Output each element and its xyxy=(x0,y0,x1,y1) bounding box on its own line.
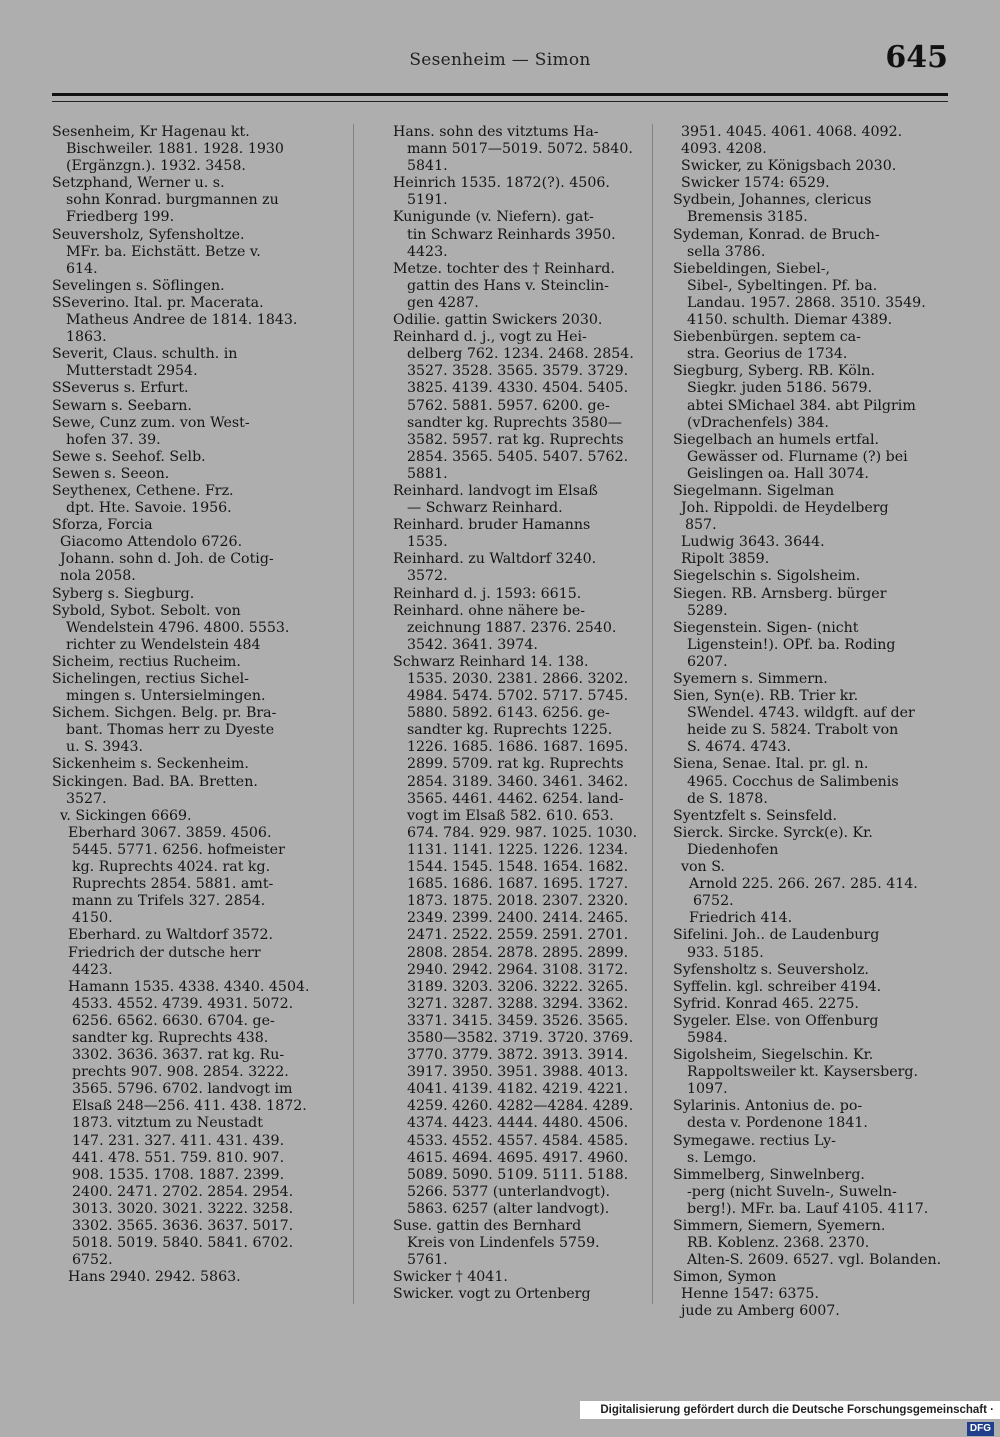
index-entry-line: 2349. 2399. 2400. 2414. 2465. xyxy=(407,910,629,927)
index-entry xyxy=(52,979,332,1270)
index-entry-line: 6752. xyxy=(72,1252,113,1269)
index-entry-line: dpt. Hte. Savoie. 1956. xyxy=(66,500,232,517)
index-entry-line: 3580—3582. 3719. 3720. 3769. xyxy=(407,1029,634,1046)
index-entry-line: Siegburg, Syberg. RB. Köln. xyxy=(673,363,876,380)
index-entry-line: zeichnung 1887. 2376. 2540. xyxy=(407,619,617,636)
index-entry-line: Eberhard. zu Waltdorf 3572. xyxy=(68,927,274,944)
index-entry-line: 5266. 5377 (unterlandvogt). xyxy=(407,1183,611,1200)
index-entry xyxy=(393,483,639,517)
index-entry-line: Diedenhofen xyxy=(687,841,779,858)
index-entry-line: Reinhard. zu Waltdorf 3240. xyxy=(393,551,597,568)
index-entry xyxy=(673,534,948,551)
index-entry-line: Ludwig 3643. 3644. xyxy=(681,534,825,551)
index-entry-line: 1535. xyxy=(407,534,448,551)
page-header-title: Sesenheim — Simon xyxy=(409,50,591,70)
index-entry xyxy=(52,175,332,226)
index-entry-line: Sichem. Sichgen. Belg. pr. Bra- xyxy=(52,705,277,722)
footer-text: Digitalisierung gefördert durch die Deutsche Forschungsgemeinschaft · xyxy=(600,1404,994,1416)
index-entry-line: Odilie. gattin Swickers 2030. xyxy=(393,312,603,329)
index-entry-line: Bremensis 3185. xyxy=(687,209,808,226)
index-entry-line: 933. 5185. xyxy=(687,944,764,961)
index-entry-line: Heinrich 1535. 1872(?). 4506. xyxy=(393,175,610,192)
index-entry-line: 3527. 3528. 3565. 3579. 3729. xyxy=(407,363,629,380)
index-entry xyxy=(673,1133,948,1167)
index-entry-line: 908. 1535. 1708. 1887. 2399. xyxy=(72,1166,285,1183)
index-entry-line: 2400. 2471. 2702. 2854. 2954. xyxy=(72,1183,294,1200)
index-entry-line: Sewarn s. Seebarn. xyxy=(52,397,192,414)
index-column-2 xyxy=(393,124,639,1303)
index-entry xyxy=(673,432,948,483)
index-entry-line: von S. xyxy=(681,859,725,876)
index-entry xyxy=(52,483,332,517)
index-entry-line: SSeverus s. Erfurt. xyxy=(52,380,189,397)
index-entry xyxy=(673,979,948,996)
index-entry xyxy=(52,380,332,397)
index-entry-line: Siegelmann. Sigelman xyxy=(673,482,835,499)
index-entry-line: 4533. 4552. 4739. 4931. 5072. xyxy=(72,995,294,1012)
index-entry-line: 6752. xyxy=(693,893,734,910)
index-entry xyxy=(52,927,332,978)
index-entry-line: Sickingen. Bad. BA. Bretten. xyxy=(52,773,258,790)
footer-credit xyxy=(580,1401,1000,1434)
index-entry-line: 4533. 4552. 4557. 4584. 4585. xyxy=(407,1132,629,1149)
index-entry-line: Siegelschin s. Sigolsheim. xyxy=(673,568,861,585)
index-entry-line: 4374. 4423. 4444. 4480. 4506. xyxy=(407,1115,629,1132)
index-entry xyxy=(673,996,948,1013)
index-entry xyxy=(52,705,332,756)
index-entry-line: Symegawe. rectius Ly- xyxy=(673,1132,836,1149)
index-entry-line: S. 4674. 4743. xyxy=(687,739,791,756)
index-entry xyxy=(673,124,948,158)
index-entry-line: Sichelingen, rectius Sichel- xyxy=(52,671,249,687)
index-entry-line: gattin des Hans v. Steinclin- xyxy=(407,277,609,294)
index-entry-line: Swicker 1574: 6529. xyxy=(681,175,830,192)
index-entry-line: Sickenheim s. Seckenheim. xyxy=(52,756,249,773)
index-entry xyxy=(52,586,332,603)
index-entry-line: Metze. tochter des † Reinhard. xyxy=(393,260,615,277)
index-entry-line: Swicker, zu Königsbach 2030. xyxy=(681,158,897,175)
index-entry xyxy=(673,688,948,756)
index-entry-line: Gewässer od. Flurname (?) bei xyxy=(687,448,908,465)
index-entry-line: Simon, Symon xyxy=(673,1269,777,1286)
index-entry-line: Seythenex, Cethene. Frz. xyxy=(52,482,234,499)
index-entry-line: 441. 478. 551. 759. 810. 907. xyxy=(72,1149,285,1166)
index-entry xyxy=(52,466,332,483)
index-entry-line: 4984. 5474. 5702. 5717. 5745. xyxy=(407,688,629,705)
index-entry-line: 5863. 6257 (alter landvogt). xyxy=(407,1200,610,1217)
index-column-1 xyxy=(52,124,332,1286)
index-entry-line: 5089. 5090. 5109. 5111. 5188. xyxy=(407,1166,629,1183)
index-entry-line: 2854. 3565. 5405. 5407. 5762. xyxy=(407,448,629,465)
index-entry-line: Syemern s. Simmern. xyxy=(673,671,828,687)
index-entry xyxy=(673,1167,948,1218)
index-entry-line: 4965. Cocchus de Salimbenis xyxy=(687,773,899,790)
index-entry-line: Sewen s. Seeon. xyxy=(52,465,170,482)
index-entry-line: 2471. 2522. 2559. 2591. 2701. xyxy=(407,927,629,944)
index-entry xyxy=(52,1269,332,1286)
index-entry-line: sandter kg. Ruprechts 3580— xyxy=(407,414,622,431)
index-entry-line: stra. Georius de 1734. xyxy=(687,346,848,363)
index-entry-line: Landau. 1957. 2868. 3510. 3549. xyxy=(687,294,926,311)
index-entry-line: 1685. 1686. 1687. 1695. 1727. xyxy=(407,876,629,893)
index-entry-line: Siebeldingen, Siebel-, xyxy=(673,260,831,277)
index-entry-line: Rappoltsweiler kt. Kaysersberg. xyxy=(687,1064,918,1081)
index-entry-line: Reinhard d. j., vogt zu Hei- xyxy=(393,329,587,346)
index-entry-line: Kreis von Lindenfels 5759. xyxy=(407,1235,600,1252)
index-entry xyxy=(52,654,332,671)
dfg-logo: DFG xyxy=(967,1422,994,1436)
index-entry-line: vogt im Elsaß 582. 610. 653. xyxy=(407,807,614,824)
index-entry-line: de S. 1878. xyxy=(687,790,768,807)
index-entry-line: 3825. 4139. 4330. 4504. 5405. xyxy=(407,380,629,397)
index-entry-line: Siegen. RB. Arnsberg. bürger xyxy=(673,585,887,602)
index-entry-line: Sewe, Cunz zum. von West- xyxy=(52,414,250,431)
index-entry xyxy=(393,209,639,260)
index-entry-line: 674. 784. 929. 987. 1025. 1030. xyxy=(407,824,638,841)
index-entry-line: Joh. Rippoldi. de Heydelberg xyxy=(681,500,889,517)
index-entry-line: 1873. vitztum zu Neustadt xyxy=(72,1115,263,1132)
index-entry xyxy=(673,620,948,671)
index-entry xyxy=(673,1098,948,1132)
index-entry-line: Seuversholz, Syfensholtze. xyxy=(52,226,245,243)
index-entry-line: 5881. xyxy=(407,465,448,482)
index-entry-line: Friedrich 414. xyxy=(689,910,793,927)
index-entry xyxy=(393,1218,639,1269)
index-entry-line: sohn Konrad. burgmannen zu xyxy=(66,192,279,209)
index-entry xyxy=(673,227,948,261)
index-entry-line: 6256. 6562. 6630. 6704. ge- xyxy=(72,1012,275,1029)
index-entry-line: -perg (nicht Suveln-, Suweln- xyxy=(687,1183,897,1200)
index-entry xyxy=(673,927,948,961)
index-entry-line: 6207. xyxy=(687,653,728,670)
index-entry xyxy=(393,261,639,312)
index-entry xyxy=(52,415,332,449)
index-entry-line: Matheus Andree de 1814. 1843. xyxy=(66,312,298,329)
index-entry xyxy=(393,517,639,551)
index-entry-line: Sifelini. Joh.. de Laudenburg xyxy=(673,927,880,944)
index-entry-line: Schwarz Reinhard 14. 138. xyxy=(393,653,589,670)
index-entry-line: richter zu Wendelstein 484 xyxy=(66,636,261,653)
index-entry-line: Kunigunde (v. Niefern). gat- xyxy=(393,209,594,226)
index-entry-line: 2899. 5709. rat kg. Ruprechts xyxy=(407,756,624,773)
index-entry-line: gen 4287. xyxy=(407,294,479,311)
index-entry-line: 1535. 2030. 2381. 2866. 3202. xyxy=(407,671,629,687)
index-entry-line: Reinhard. bruder Hamanns xyxy=(393,517,591,534)
index-entry-line: sandter kg. Ruprechts 438. xyxy=(72,1029,269,1046)
index-entry-line: jude zu Amberg 6007. xyxy=(681,1303,840,1320)
index-entry xyxy=(673,568,948,585)
column-divider xyxy=(652,124,653,1304)
index-entry xyxy=(393,1269,639,1286)
index-entry-line: 3565. 5796. 6702. landvogt im xyxy=(72,1081,293,1098)
index-entry-line: Simmern, Siemern, Syemern. xyxy=(673,1218,886,1234)
index-entry-line: 1873. 1875. 2018. 2307. 2320. xyxy=(407,893,629,910)
index-entry-line: Sierck. Sircke. Syrck(e). Kr. xyxy=(673,824,873,841)
index-entry xyxy=(673,1218,948,1269)
index-entry xyxy=(673,175,948,192)
index-entry xyxy=(673,586,948,620)
index-entry xyxy=(393,329,639,483)
index-entry-line: 1226. 1685. 1686. 1687. 1695. xyxy=(407,739,629,756)
index-entry-line: Ripolt 3859. xyxy=(681,551,770,568)
index-entry xyxy=(673,329,948,363)
index-entry-line: Mutterstadt 2954. xyxy=(66,363,198,380)
index-entry xyxy=(393,312,639,329)
index-entry-line: Henne 1547: 6375. xyxy=(681,1286,819,1303)
index-entry-line: Geislingen oa. Hall 3074. xyxy=(687,465,869,482)
index-entry-line: Bischweiler. 1881. 1928. 1930 xyxy=(66,141,284,158)
index-entry-line: u. S. 3943. xyxy=(66,739,144,756)
index-entry-line: prechts 907. 908. 2854. 3222. xyxy=(72,1064,289,1081)
index-entry-line: 1097. xyxy=(687,1081,728,1098)
index-entry-line: 3302. 3636. 3637. rat kg. Ru- xyxy=(72,1047,285,1064)
index-entry-line: Elsaß 248—256. 411. 438. 1872. xyxy=(72,1098,307,1115)
index-entry xyxy=(52,227,332,278)
index-entry-line: 5880. 5892. 6143. 6256. ge- xyxy=(407,705,610,722)
index-entry xyxy=(393,551,639,585)
header-rule xyxy=(52,93,948,96)
index-entry-line: Giacomo Attendolo 6726. xyxy=(60,534,243,551)
index-entry-line: Siena, Senae. Ital. pr. gl. n. xyxy=(673,756,869,773)
index-entry xyxy=(52,517,332,585)
index-entry xyxy=(393,124,639,175)
index-column-3 xyxy=(673,124,948,1321)
header-rule-thin xyxy=(52,101,948,102)
index-entry xyxy=(52,756,332,773)
index-entry-line: v. Sickingen 6669. xyxy=(60,807,192,824)
index-entry-line: delberg 762. 1234. 2468. 2854. xyxy=(407,346,634,363)
index-entry-line: Sicheim, rectius Rucheim. xyxy=(52,653,241,670)
index-entry-line: 3302. 3565. 3636. 3637. 5017. xyxy=(72,1218,294,1234)
index-entry-line: Syentzfelt s. Seinsfeld. xyxy=(673,807,837,824)
index-entry-line: desta v. Pordenone 1841. xyxy=(687,1115,868,1132)
index-entry-line: Alten-S. 2609. 6527. vgl. Bolanden. xyxy=(687,1252,942,1269)
index-entry-line: 3371. 3415. 3459. 3526. 3565. xyxy=(407,1012,629,1029)
index-entry-line: Siegkr. juden 5186. 5679. xyxy=(687,380,872,397)
index-entry-line: mann zu Trifels 327. 2854. xyxy=(72,893,266,910)
index-entry xyxy=(52,124,332,175)
index-entry-line: Reinhard d. j. 1593: 6615. xyxy=(393,585,582,602)
index-entry-line: 614. xyxy=(66,260,98,277)
index-entry xyxy=(52,774,332,808)
index-entry xyxy=(673,962,948,979)
index-entry xyxy=(673,1269,948,1320)
index-entry-line: Simmelberg, Sinwelnberg. xyxy=(673,1166,865,1183)
index-entry-line: Sybold, Sybot. Sebolt. von xyxy=(52,602,241,619)
index-entry xyxy=(673,671,948,688)
index-entry-line: (Ergänzgn.). 1932. 3458. xyxy=(66,158,246,175)
index-entry-line: Hans. sohn des vitztums Ha- xyxy=(393,124,599,140)
index-entry-line: 4150. schulth. Diemar 4389. xyxy=(687,312,893,329)
index-entry-line: Ruprechts 2854. 5881. amt- xyxy=(72,876,274,893)
index-entry-line: 2854. 3189. 3460. 3461. 3462. xyxy=(407,773,629,790)
index-entry-line: Severit, Claus. schulth. in xyxy=(52,346,238,363)
index-entry xyxy=(673,808,948,825)
index-entry xyxy=(673,158,948,175)
page-number: 645 xyxy=(885,40,948,75)
index-entry-line: Wendelstein 4796. 4800. 5553. xyxy=(66,619,290,636)
index-entry-line: Setzphand, Werner u. s. xyxy=(52,175,225,192)
index-entry-line: Arnold 225. 266. 267. 285. 414. xyxy=(689,876,918,893)
index-entry-line: Sien, Syn(e). RB. Trier kr. xyxy=(673,688,859,705)
index-entry-line: Sewe s. Seehof. Selb. xyxy=(52,448,206,465)
index-entry xyxy=(673,1047,948,1098)
index-entry-line: 3271. 3287. 3288. 3294. 3362. xyxy=(407,995,629,1012)
index-entry-line: Friedrich der dutsche herr xyxy=(68,944,261,961)
index-entry-line: Siegelbach an humels ertfal. xyxy=(673,431,879,448)
index-entry-line: 1863. xyxy=(66,329,107,346)
index-entry-line: 5018. 5019. 5840. 5841. 6702. xyxy=(72,1235,294,1252)
index-entry-line: 147. 231. 327. 411. 431. 439. xyxy=(72,1132,285,1149)
index-entry-line: Sydeman, Konrad. de Bruch- xyxy=(673,226,880,243)
index-entry-line: Syfrid. Konrad 465. 2275. xyxy=(673,995,859,1012)
index-entry xyxy=(673,1013,948,1047)
index-entry-line: abtei SMichael 384. abt Pilgrim xyxy=(687,397,916,414)
index-entry xyxy=(52,295,332,346)
index-entry-line: mann 5017—5019. 5072. 5840. xyxy=(407,141,633,158)
index-entry-line: sandter kg. Ruprechts 1225. xyxy=(407,722,613,739)
index-entry-line: 1131. 1141. 1225. 1226. 1234. xyxy=(407,841,629,858)
index-entry xyxy=(393,175,639,209)
index-entry-line: Friedberg 199. xyxy=(66,209,175,226)
index-entry-line: 3770. 3779. 3872. 3913. 3914. xyxy=(407,1047,629,1064)
index-entry-line: 3565. 4461. 4462. 6254. land- xyxy=(407,790,624,807)
index-entry-line: Sydbein, Johannes, clericus xyxy=(673,192,872,209)
index-entry-line: 1544. 1545. 1548. 1654. 1682. xyxy=(407,859,629,876)
index-entry-line: 5984. xyxy=(687,1029,728,1046)
index-entry-line: 3542. 3641. 3974. xyxy=(407,636,538,653)
index-entry-line: 4615. 4694. 4695. 4917. 4960. xyxy=(407,1149,629,1166)
index-entry xyxy=(393,586,639,603)
index-entry-line: Syberg s. Siegburg. xyxy=(52,585,195,602)
index-entry-line: berg!). MFr. ba. Lauf 4105. 4117. xyxy=(687,1200,929,1217)
index-entry xyxy=(52,671,332,705)
index-entry-line: 5445. 5771. 6256. hofmeister xyxy=(72,841,285,858)
index-entry-line: 4150. xyxy=(72,910,113,927)
index-entry-line: MFr. ba. Eichstätt. Betze v. xyxy=(66,243,261,260)
index-entry xyxy=(52,808,332,928)
index-entry xyxy=(52,346,332,380)
index-entry-line: kg. Ruprechts 4024. rat kg. xyxy=(72,859,271,876)
index-entry xyxy=(673,261,948,329)
index-entry-line: 5762. 5881. 5957. 6200. ge- xyxy=(407,397,610,414)
index-entry-line: Syffelin. kgl. schreiber 4194. xyxy=(673,978,882,995)
index-entry xyxy=(673,756,948,807)
index-entry xyxy=(52,278,332,295)
index-entry xyxy=(673,825,948,928)
index-entry-line: RB. Koblenz. 2368. 2370. xyxy=(687,1235,870,1252)
index-entry-line: 3582. 5957. rat kg. Ruprechts xyxy=(407,431,624,448)
index-entry-line: SWendel. 4743. wildgft. auf der xyxy=(687,705,915,722)
index-entry xyxy=(393,603,639,654)
index-entry-line: Sevelingen s. Söflingen. xyxy=(52,277,225,294)
index-entry-line: 4423. xyxy=(72,961,113,978)
index-entry-line: Sesenheim, Kr Hagenau kt. xyxy=(52,124,250,140)
index-entry-line: 5841. xyxy=(407,158,448,175)
index-entry-line: 2808. 2854. 2878. 2895. 2899. xyxy=(407,944,629,961)
index-entry xyxy=(673,483,948,534)
index-entry-line: 4041. 4139. 4182. 4219. 4221. xyxy=(407,1081,629,1098)
index-entry-line: Hans 2940. 2942. 5863. xyxy=(68,1269,241,1286)
index-entry-line: 5761. xyxy=(407,1252,448,1269)
index-entry-line: Hamann 1535. 4338. 4340. 4504. xyxy=(68,978,310,995)
index-entry-line: tin Schwarz Reinhards 3950. xyxy=(407,226,616,243)
index-entry-line: nola 2058. xyxy=(60,568,136,585)
index-entry-line: — Schwarz Reinhard. xyxy=(407,500,563,517)
index-entry-line: 4259. 4260. 4282—4284. 4289. xyxy=(407,1098,634,1115)
index-entry-line: 3572. xyxy=(407,568,448,585)
index-entry-line: Swicker. vogt zu Ortenberg xyxy=(393,1286,591,1303)
index-entry-line: 3013. 3020. 3021. 3222. 3258. xyxy=(72,1200,294,1217)
index-entry-line: SSeverino. Ital. pr. Macerata. xyxy=(52,294,264,311)
index-entry-line: Reinhard. ohne nähere be- xyxy=(393,602,586,619)
index-entry-line: 3527. xyxy=(66,790,107,807)
index-entry-line: 3917. 3950. 3951. 3988. 4013. xyxy=(407,1064,629,1081)
index-entry xyxy=(673,192,948,226)
index-entry xyxy=(52,449,332,466)
index-entry-line: Syfensholtz s. Seuversholz. xyxy=(673,961,869,978)
index-entry-line: Sibel-, Sybeltingen. Pf. ba. xyxy=(687,277,878,294)
index-entry xyxy=(52,398,332,415)
index-entry-line: 3951. 4045. 4061. 4068. 4092. xyxy=(681,124,903,140)
index-entry-line: Reinhard. landvogt im Elsaß xyxy=(393,482,598,499)
column-divider xyxy=(353,124,354,1304)
index-entry-line: Siegenstein. Sigen- (nicht xyxy=(673,619,859,636)
index-entry-line: Ligenstein!). OPf. ba. Roding xyxy=(687,636,896,653)
index-entry xyxy=(52,603,332,654)
index-entry-line: (vDrachenfels) 384. xyxy=(687,414,829,431)
index-entry-line: 5191. xyxy=(407,192,448,209)
index-entry-line: mingen s. Untersielmingen. xyxy=(66,688,266,705)
index-entry xyxy=(673,551,948,568)
index-entry xyxy=(673,363,948,431)
index-entry-line: 4423. xyxy=(407,243,448,260)
index-entry-line: Swicker † 4041. xyxy=(393,1269,508,1286)
index-entry-line: Sforza, Forcia xyxy=(52,517,153,534)
index-entry-line: Suse. gattin des Bernhard xyxy=(393,1218,582,1234)
index-entry-line: Eberhard 3067. 3859. 4506. xyxy=(68,824,272,841)
index-entry-line: 3189. 3203. 3206. 3222. 3265. xyxy=(407,978,629,995)
index-entry-line: Siebenbürgen. septem ca- xyxy=(673,329,861,346)
index-entry-line: Sygeler. Else. von Offenburg xyxy=(673,1012,879,1029)
index-entry xyxy=(393,1286,639,1303)
index-entry-line: heide zu S. 5824. Trabolt von xyxy=(687,722,899,739)
index-entry-line: bant. Thomas herr zu Dyeste xyxy=(66,722,275,739)
index-entry-line: hofen 37. 39. xyxy=(66,431,161,448)
index-entry-line: Johann. sohn d. Joh. de Cotig- xyxy=(60,551,274,568)
index-entry-line: Sylarinis. Antonius de. po- xyxy=(673,1098,863,1115)
index-entry-line: 4093. 4208. xyxy=(681,141,767,158)
index-entry-line: 857. xyxy=(685,517,717,534)
index-entry-line: Sigolsheim, Siegelschin. Kr. xyxy=(673,1047,874,1064)
index-entry xyxy=(393,654,639,1218)
index-entry-line: 2940. 2942. 2964. 3108. 3172. xyxy=(407,961,629,978)
index-entry-line: 5289. xyxy=(687,602,728,619)
index-entry-line: sella 3786. xyxy=(687,243,766,260)
index-entry-line: s. Lemgo. xyxy=(687,1149,757,1166)
